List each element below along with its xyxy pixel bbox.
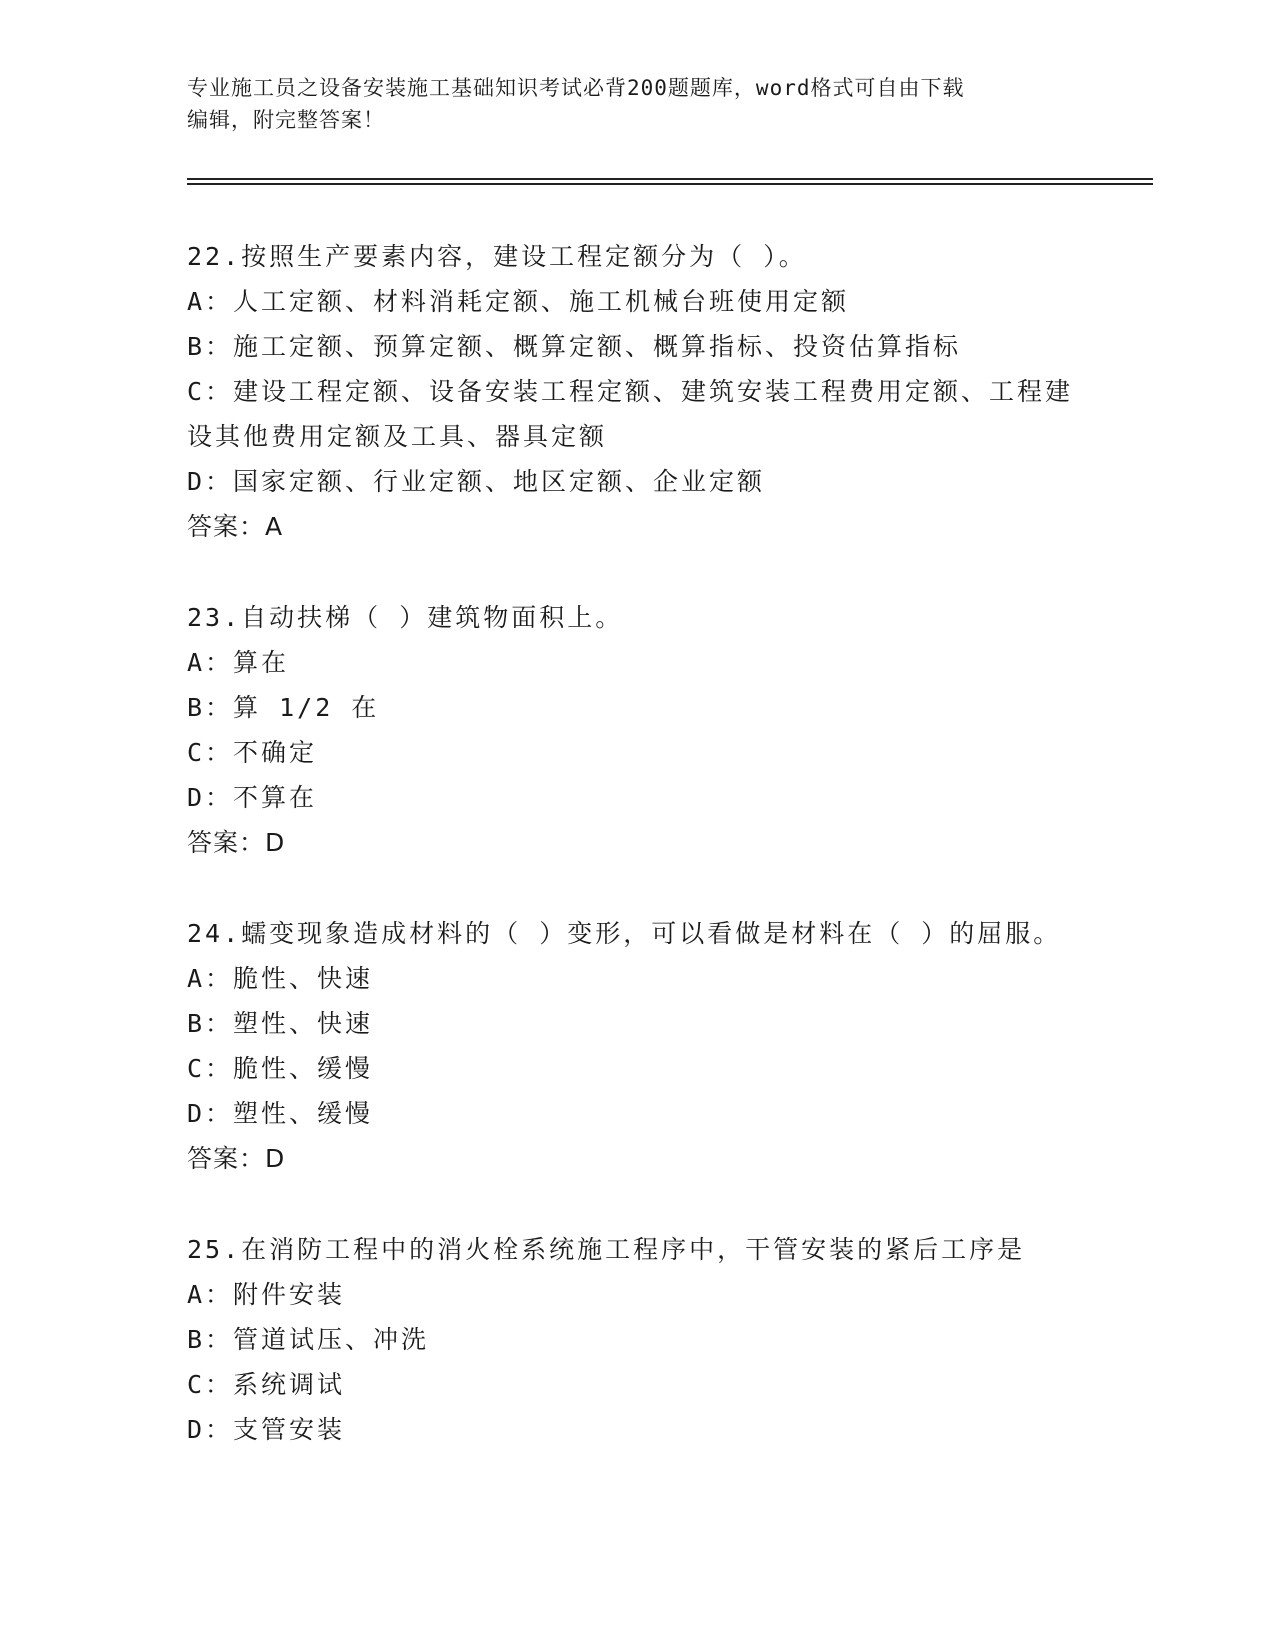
option-b: B：算 1/2 在 [187, 693, 380, 722]
answer [187, 1136, 1087, 1181]
option-a: A：附件安装 [187, 1280, 346, 1309]
option-c: C：不确定 [187, 738, 318, 767]
answer-label: 答案： [187, 828, 266, 857]
header-line-2: 编辑，附完整答案！ [187, 108, 385, 132]
answer-value: D [265, 1144, 286, 1173]
header-line-1: 专业施工员之设备安装施工基础知识考试必背200题题库，word格式可自由下载 [187, 76, 965, 100]
option-c: C：脆性、缓慢 [187, 1054, 374, 1083]
answer [187, 504, 1087, 549]
question-23 [187, 595, 1087, 865]
question-25 [187, 1227, 1087, 1452]
option-b: B：施工定额、预算定额、概算定额、概算指标、投资估算指标 [187, 332, 962, 361]
option-a: A：人工定额、材料消耗定额、施工机械台班使用定额 [187, 287, 850, 316]
document-header [187, 72, 1067, 136]
option-d: D：塑性、缓慢 [187, 1099, 374, 1128]
answer-label: 答案： [187, 512, 266, 541]
answer [187, 820, 1087, 865]
question-stem: 23.自动扶梯（ ）建筑物面积上。 [187, 603, 624, 632]
question-stem: 24.蠕变现象造成材料的（ ）变形，可以看做是材料在（ ）的屈服。 [187, 919, 1062, 948]
option-d: D：支管安装 [187, 1415, 346, 1444]
header-divider-bottom [187, 183, 1153, 185]
header-divider-top [187, 178, 1153, 180]
option-a: A：算在 [187, 648, 290, 677]
question-24 [187, 911, 1087, 1181]
question-22 [187, 234, 1087, 549]
answer-value: D [265, 828, 286, 857]
question-list [187, 234, 1087, 1498]
option-d: D：国家定额、行业定额、地区定额、企业定额 [187, 467, 766, 496]
option-a: A：脆性、快速 [187, 964, 374, 993]
option-b: B：管道试压、冲洗 [187, 1325, 430, 1354]
question-stem: 25.在消防工程中的消火栓系统施工程序中，干管安装的紧后工序是 [187, 1235, 1026, 1264]
option-c: C：系统调试 [187, 1370, 346, 1399]
option-c: C：建设工程定额、设备安装工程定额、建筑安装工程费用定额、工程建设其他费用定额及工具、器具定额 [187, 377, 1074, 451]
answer-label: 答案： [187, 1144, 266, 1173]
option-d: D：不算在 [187, 783, 318, 812]
option-b: B：塑性、快速 [187, 1009, 374, 1038]
question-stem: 22.按照生产要素内容，建设工程定额分为（ ）。 [187, 242, 807, 271]
answer-value: A [265, 512, 284, 541]
